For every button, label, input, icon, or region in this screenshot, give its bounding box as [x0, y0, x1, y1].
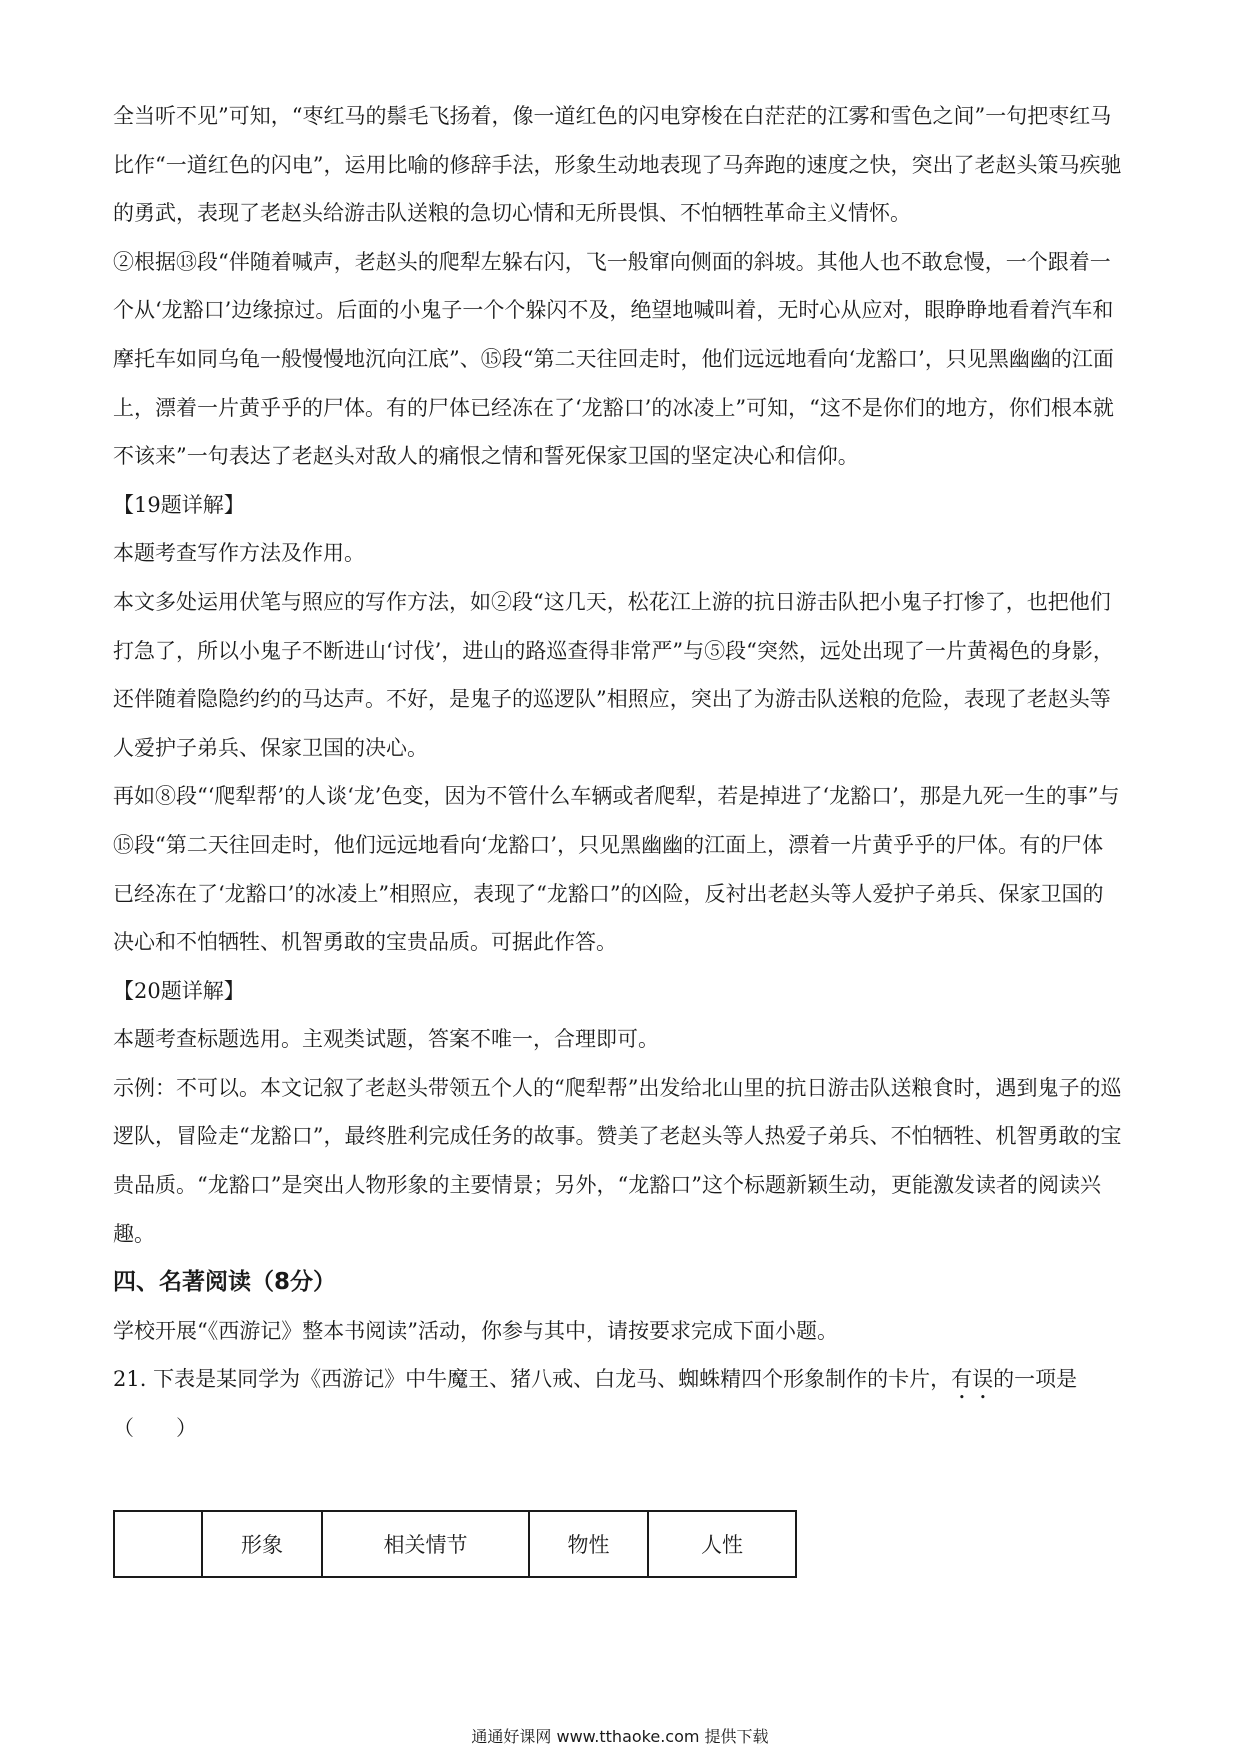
paragraph: 全当听不见”可知，“枣红马的鬃毛飞扬着，像一道红色的闪电穿梭在白茫茫的江雾和雪色之间”一句把枣红马比作“一道红色的闪电”，运用比喻的修辞手法，形象生动地表现了马奔跑的速度之快，突出了老赵头策马疾驰的勇武，表现了老赵头给游击队送粮的急切心情和无所畏惧、不怕牺牲革命主义情怀。	[113, 104, 1122, 226]
paragraph: ②根据⑬段“伴随着喊声，老赵头的爬犁左躲右闪，飞一般窜向侧面的斜坡。其他人也不敢怠慢，一个跟着一个从‘龙豁口’边缘掠过。后面的小鬼子一个个躲闪不及，绝望地喊叫着，无时心从应对，眼睁睁地看着汽车和摩托车如同乌龟一般慢慢地沉向江底”、⑮段“第二天往回走时，他们远远地看向‘龙豁口’，只见黑幽幽的江面上，漂着一片黄乎乎的尸体。有的尸体已经冻在了‘龙豁口’的冰凌上”可知，“这不是你们的地方，你们根本就不该来”一句表达了老赵头对敌人的痛恨之情和誓死保家卫国的坚定决心和信仰。	[113, 249, 1114, 469]
question-emphasis: 有误	[951, 1367, 994, 1392]
table-header-blank	[114, 1511, 202, 1577]
answer-heading-19: 【19题详解】	[113, 492, 245, 517]
paragraph: 本题考查写作方法及作用。	[113, 541, 365, 566]
table-header-row	[114, 1511, 796, 1577]
document-body	[113, 92, 1123, 1453]
paragraph: 本文多处运用伏笔与照应的写作方法，如②段“这几天，松花江上游的抗日游击队把小鬼子打惨了，也把他们打急了，所以小鬼子不断进山‘讨伐’，进山的路巡查得非常严”与⑤段“突然，远处出现了一片黄褐色的身影，还伴随着隐隐约约的马达声。不好，是鬼子的巡逻队”相照应，突出了为游击队送粮的危险，表现了老赵头等人爱护子弟兵、保家卫国的决心。	[113, 589, 1114, 760]
question-stem-end: 的一项是	[993, 1367, 1078, 1392]
table-header-animal-nature: 物性	[529, 1511, 648, 1577]
page-footer: 通通好课网 www.tthaoke.com 提供下载	[471, 1727, 769, 1746]
paragraph: 本题考查标题选用。主观类试题，答案不唯一，合理即可。	[113, 1027, 659, 1052]
answer-heading-20: 【20题详解】	[113, 978, 245, 1003]
table-header-plot: 相关情节	[322, 1511, 529, 1577]
paragraph: 再如⑧段“‘爬犁帮’的人谈‘龙’色变，因为不管什么车辆或者爬犁，若是掉进了‘龙豁口’，那是九死一生的事”与⑮段“第二天往回走时，他们远远地看向‘龙豁口’，只见黑幽幽的江面上，漂着一片黄乎乎的尸体。有的尸体已经冻在了‘龙豁口’的冰凌上”相照应，表现了“龙豁口”的凶险，反衬出老赵头等人爱护子弟兵、保家卫国的决心和不怕牺牲、机智勇敢的宝贵品质。可据此作答。	[113, 784, 1120, 955]
table-header-image: 形象	[202, 1511, 322, 1577]
paragraph: 示例：不可以。本文记叙了老赵头带领五个人的“爬犁帮”出发给北山里的抗日游击队送粮食时，遇到鬼子的巡逻队，冒险走“龙豁口”，最终胜利完成任务的故事。赞美了老赵头等人热爱子弟兵、不怕牺牲、机智勇敢的宝贵品质。“龙豁口”是突出人物形象的主要情景；另外，“龙豁口”这个标题新颖生动，更能激发读者的阅读兴趣。	[113, 1075, 1122, 1246]
table-header-human-nature: 人性	[648, 1511, 796, 1577]
answer-blank: （ ）	[113, 1416, 197, 1441]
section-heading: 四、名著阅读（8分）	[113, 1269, 337, 1296]
question-stem: 21. 下表是某同学为《西游记》中牛魔王、猪八戒、白龙马、蜘蛛精四个形象制作的卡片，	[113, 1367, 952, 1392]
section-intro: 学校开展“《西游记》整本书阅读”活动，你参与其中，请按要求完成下面小题。	[113, 1318, 838, 1343]
question-21	[113, 1355, 1123, 1404]
character-card-table	[113, 1510, 797, 1578]
